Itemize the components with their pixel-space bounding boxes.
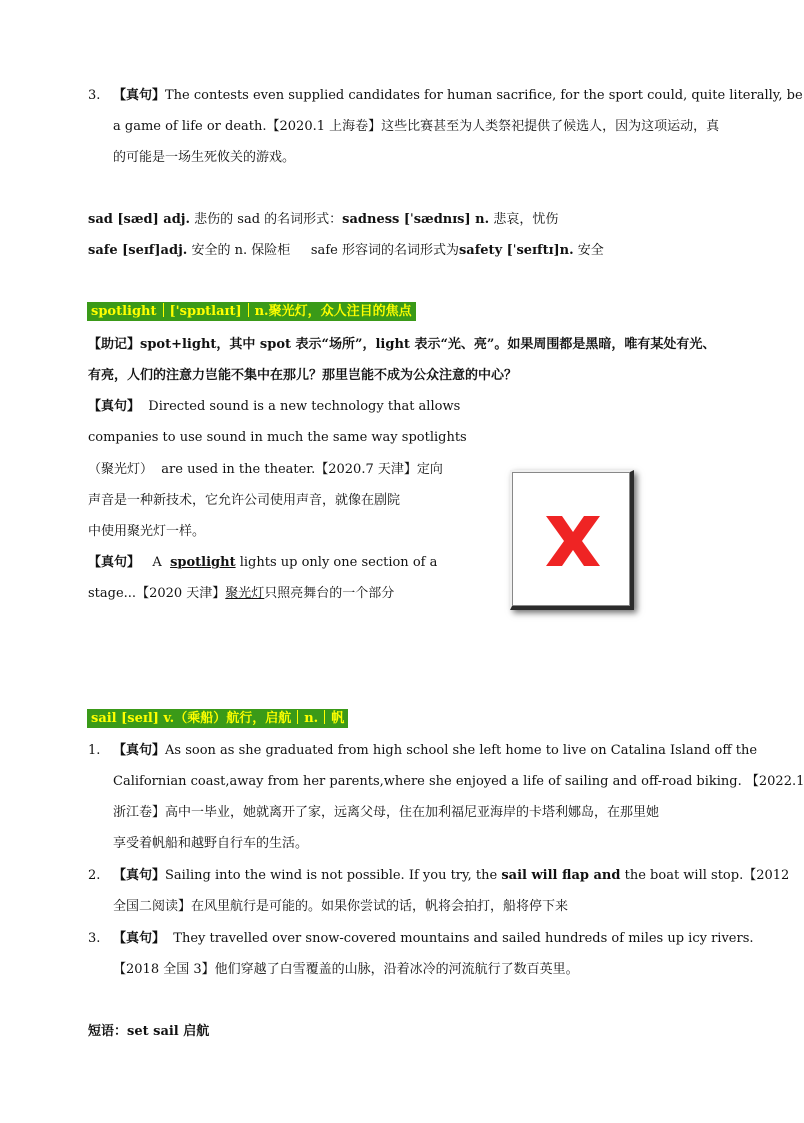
sentence-zh: 在风里航行是可能的。如果你尝试的话，帆将会拍打，船将停下来 [191,899,569,914]
example-sentence [113,742,757,760]
headword: spotlight [91,304,157,319]
example-tag: 【真句】 [113,743,166,758]
source-tag: 【2022.1 [745,774,804,789]
sentence-zh: 声音是一种新技术，它允许公司使用声音，就像在剧院 [88,493,401,508]
example-sentence-line3 [113,804,659,822]
highlight-box [87,302,416,321]
entry-safe [88,242,604,260]
sentence-zh: 中使用聚光灯一样。 [88,524,206,539]
example-sentence [113,930,754,948]
sentence-zh: 定向 [416,462,443,477]
phrase-line: 短语：set sail 启航 [88,1024,210,1039]
source-tag: 全国二阅读】 [113,899,192,914]
entry-text: 悲伤的 sad 的名词形式： [194,212,343,227]
meaning: 聚光灯，众人注目的焦点 [268,304,412,319]
example-tag: 【真句】 [88,399,141,414]
part-of-speech: n. [304,711,319,726]
list-number: 1. [88,743,101,758]
sentence-en: stage... [88,586,137,601]
sentence-zh: 这些比赛甚至为人类祭祀提供了候选人，因为这项运动，真 [381,119,720,134]
source-tag: 【2020 天津】 [136,586,226,601]
example-sentence-line2 [88,585,394,603]
example-sentence-line2 [113,773,804,791]
sentence-en: Californian coast,away from her parents,where she enjoyed a life of sailing and off-road biking. [113,774,742,789]
broken-image-x-icon [540,508,606,574]
sentence-en: The contests even supplied candidates for human sacrifice, for the sport could, quite literally, be [165,88,803,103]
example-tag: 【真句】 [113,88,166,103]
sentence-en: are used in the theater. [161,462,316,477]
sentence-en: a game of life or death. [113,119,267,134]
entry-text: safe 形容词的名词形式为 [310,243,459,258]
sentence-zh-line3: 的可能是一场生死攸关的游戏。 [113,150,296,165]
divider [297,710,298,724]
example-sentence [88,398,460,416]
source-tag: 【2020.1 上海卷】 [266,119,382,134]
entry-sad [88,211,558,229]
sentence-en: A [152,555,162,570]
headword: safe [seɪf]adj. [88,243,188,258]
headword: sad [sæd] adj. [88,212,191,227]
mnemonic-line: 【助记】spot+light，其中 spot 表示“场所”，light 表示“光、亮”。如果周围都是黑暗，唯有某处有光、 [88,337,716,352]
mnemonic-line: 有亮，人们的注意力岂能不集中在那儿？那里岂能不成为公众注意的中心？ [88,368,518,383]
example-sentence-line2 [113,118,719,136]
keyword-phrase: sail will flap and [501,868,621,883]
divider [324,710,325,724]
headword-bar-spotlight [87,303,416,321]
sentence-en: They travelled over snow-covered mountains and sailed hundreds of miles up icy rivers. [173,931,754,946]
entry-text: 安全 [577,243,604,258]
sentence-en: As soon as she graduated from high school she left home to live on Catalina Island off the [165,743,758,758]
source-tag: 【2012 [743,868,790,883]
sentence-en: the boat will stop. [624,868,744,883]
divider [163,303,164,317]
example-sentence [88,554,437,572]
headword: sail [seɪl] v.（乘船）航行，启航 [91,711,292,726]
example-sentence-line2 [113,898,568,916]
sentence-en: companies to use sound in much the same way spotlights [88,430,467,445]
phonetic: ['spɒtlaɪt] [169,304,242,319]
headword-bar-sail [87,710,348,728]
sentence-zh: 高中一毕业，她就离开了家，远离父母，住在加利福尼亚海岸的卡塔利娜岛，在那里她 [165,805,660,820]
example-tag: 【真句】 [113,931,166,946]
source-tag: 浙江卷】 [113,805,166,820]
entry-text: 悲哀，忧伤 [493,212,559,227]
example-sentence [113,867,789,885]
sentence-en: Sailing into the wind is not possible. If you try, the [165,868,498,883]
source-tag: 【2018 全国 3】 [113,962,215,977]
part-of-speech: n. [254,304,269,319]
list-number: 3. [88,88,101,103]
divider [248,303,249,317]
derived-word: sadness [ˈsædnɪs] n. [342,212,490,227]
gloss: （聚光灯） [88,462,154,477]
example-sentence-line2 [113,961,579,979]
example-tag: 【真句】 [88,555,141,570]
meaning: 帆 [331,711,345,726]
source-tag: 【2020.7 天津】 [315,462,417,477]
example-tag: 【真句】 [113,868,166,883]
sentence-zh: 他们穿越了白雪覆盖的山脉，沿着冰冷的河流航行了数百英里。 [214,962,579,977]
list-number: 3. [88,931,101,946]
keyword: spotlight [170,555,236,570]
entry-text: 安全的 n. 保险柜 [191,243,291,258]
sentence-zh: 只照亮舞台的一个部分 [264,586,395,601]
sentence-en: lights up only one section of a [239,555,438,570]
example-sentence-line3 [88,461,443,479]
example-sentence [113,87,803,105]
keyword-zh: 聚光灯 [225,586,265,601]
sentence-zh: 享受着帆船和越野自行车的生活。 [113,836,309,851]
list-number: 2. [88,868,101,883]
sentence-en: Directed sound is a new technology that allows [148,399,461,414]
highlight-box [87,709,348,728]
broken-image-placeholder [510,470,634,610]
derived-word: safety [ˈseɪftɪ]n. [458,243,574,258]
